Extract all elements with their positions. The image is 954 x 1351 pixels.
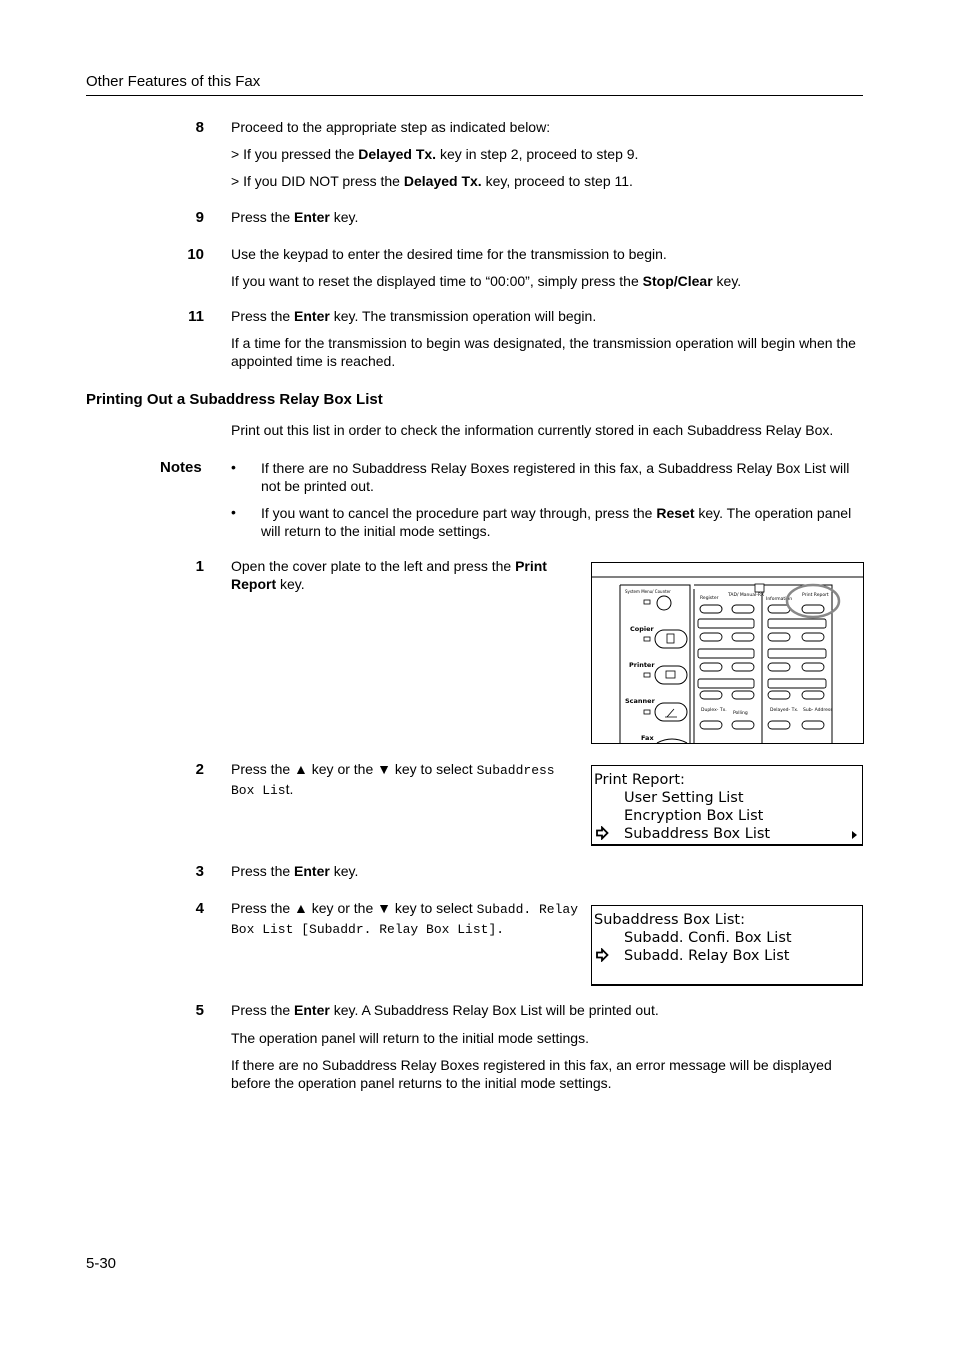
step-number: 9 [195,209,204,226]
lcd-title: Print Report: [594,772,685,788]
note-bullet: • [231,504,236,520]
lcd-title: Subaddress Box List: [594,912,745,928]
step-text: Use the keypad to enter the desired time for the transmission to begin. [231,246,667,262]
step-number: 3 [195,863,204,880]
panel-label: Register [700,596,719,601]
step-text: Press the Enter key. The transmission operation will begin. [231,308,597,324]
step-number: 8 [195,119,204,136]
lcd-print-report-menu [591,765,863,846]
step-subtext: > If you DID NOT press the Delayed Tx. key, proceed to step 11. [231,173,633,189]
step-number: 10 [187,246,204,263]
step-text: Press the ▲ key or the ▼ key to select Subaddress Box List. [231,761,555,798]
lcd-menu-item: User Setting List [624,790,744,806]
panel-label: TAD/ Manual-RX [728,593,765,598]
step-text: Press the Enter key. [231,863,359,879]
panel-label: Information [766,597,793,602]
step-text: Press the Enter key. [231,209,359,225]
lcd-subaddress-box-list-menu [591,905,863,986]
header-rule [86,95,863,96]
panel-label: Delayed- Tx. [770,708,799,713]
step-text: Press the ▲ key or the ▼ key to select Subadd. Relay Box List [Subaddr. Relay Box List]. [231,900,579,937]
panel-label: System Menu/ Counter [625,589,671,594]
step-text: Open the cover plate to the left and press the Print Report key. [231,558,547,592]
step-number: 2 [195,761,204,778]
selection-arrow-icon [595,948,609,962]
panel-label: Fax [641,734,654,742]
panel-label: Sub- Address [803,708,833,713]
section-intro: Print out this list in order to check the information currently stored in each Subaddress Relay Box. [231,422,834,438]
step-subtext: > If you pressed the Delayed Tx. key in step 2, proceed to step 9. [231,146,639,162]
selection-arrow-icon [595,826,609,840]
note-text: If there are no Subaddress Relay Boxes registered in this fax, a Subaddress Relay Box List will not be printed out. [261,460,850,494]
lcd-menu-item-selected: Subadd. Relay Box List [624,948,790,964]
note-text: If you want to cancel the procedure part way through, press the Reset key. The operation panel will return to the initial mode settings. [261,505,852,539]
lcd-menu-item: Subadd. Confi. Box List [624,930,792,946]
step-subtext: If a time for the transmission to begin was designated, the transmission operation will begin when the appointed time is reached. [231,335,856,369]
step-number: 5 [195,1002,204,1019]
notes-label: Notes [160,459,202,476]
step-text: Press the Enter key. A Subaddress Relay Box List will be printed out. [231,1002,659,1018]
step-subtext: The operation panel will return to the initial mode settings. [231,1030,589,1046]
section-title: Printing Out a Subaddress Relay Box List [86,391,383,408]
lcd-menu-item: Encryption Box List [624,808,764,824]
panel-label: Copier [630,625,654,633]
panel-label: Duplex- Tx. [701,708,727,713]
step-subtext: If you want to reset the displayed time to “00:00”, simply press the Stop/Clear key. [231,273,742,289]
panel-drawing [592,563,863,743]
step-number: 4 [195,900,204,917]
operation-panel-illustration [591,562,864,744]
scroll-right-icon [852,831,857,839]
step-number: 11 [188,308,204,325]
page-number: 5-30 [86,1255,117,1272]
step-text: Proceed to the appropriate step as indicated below: [231,119,551,135]
page-header: Other Features of this Fax [86,73,261,90]
panel-label: Polling [733,711,748,716]
step-subtext: If there are no Subaddress Relay Boxes registered in this fax, an error message will be displayed before the operation panel returns to the initial mode settings. [231,1057,832,1091]
note-bullet: • [231,459,236,475]
panel-label: Scanner [625,697,655,705]
panel-label: Print Report [802,593,829,598]
step-number: 1 [195,558,204,575]
panel-label: Printer [629,661,655,669]
lcd-menu-item-selected: Subaddress Box List [624,826,771,842]
